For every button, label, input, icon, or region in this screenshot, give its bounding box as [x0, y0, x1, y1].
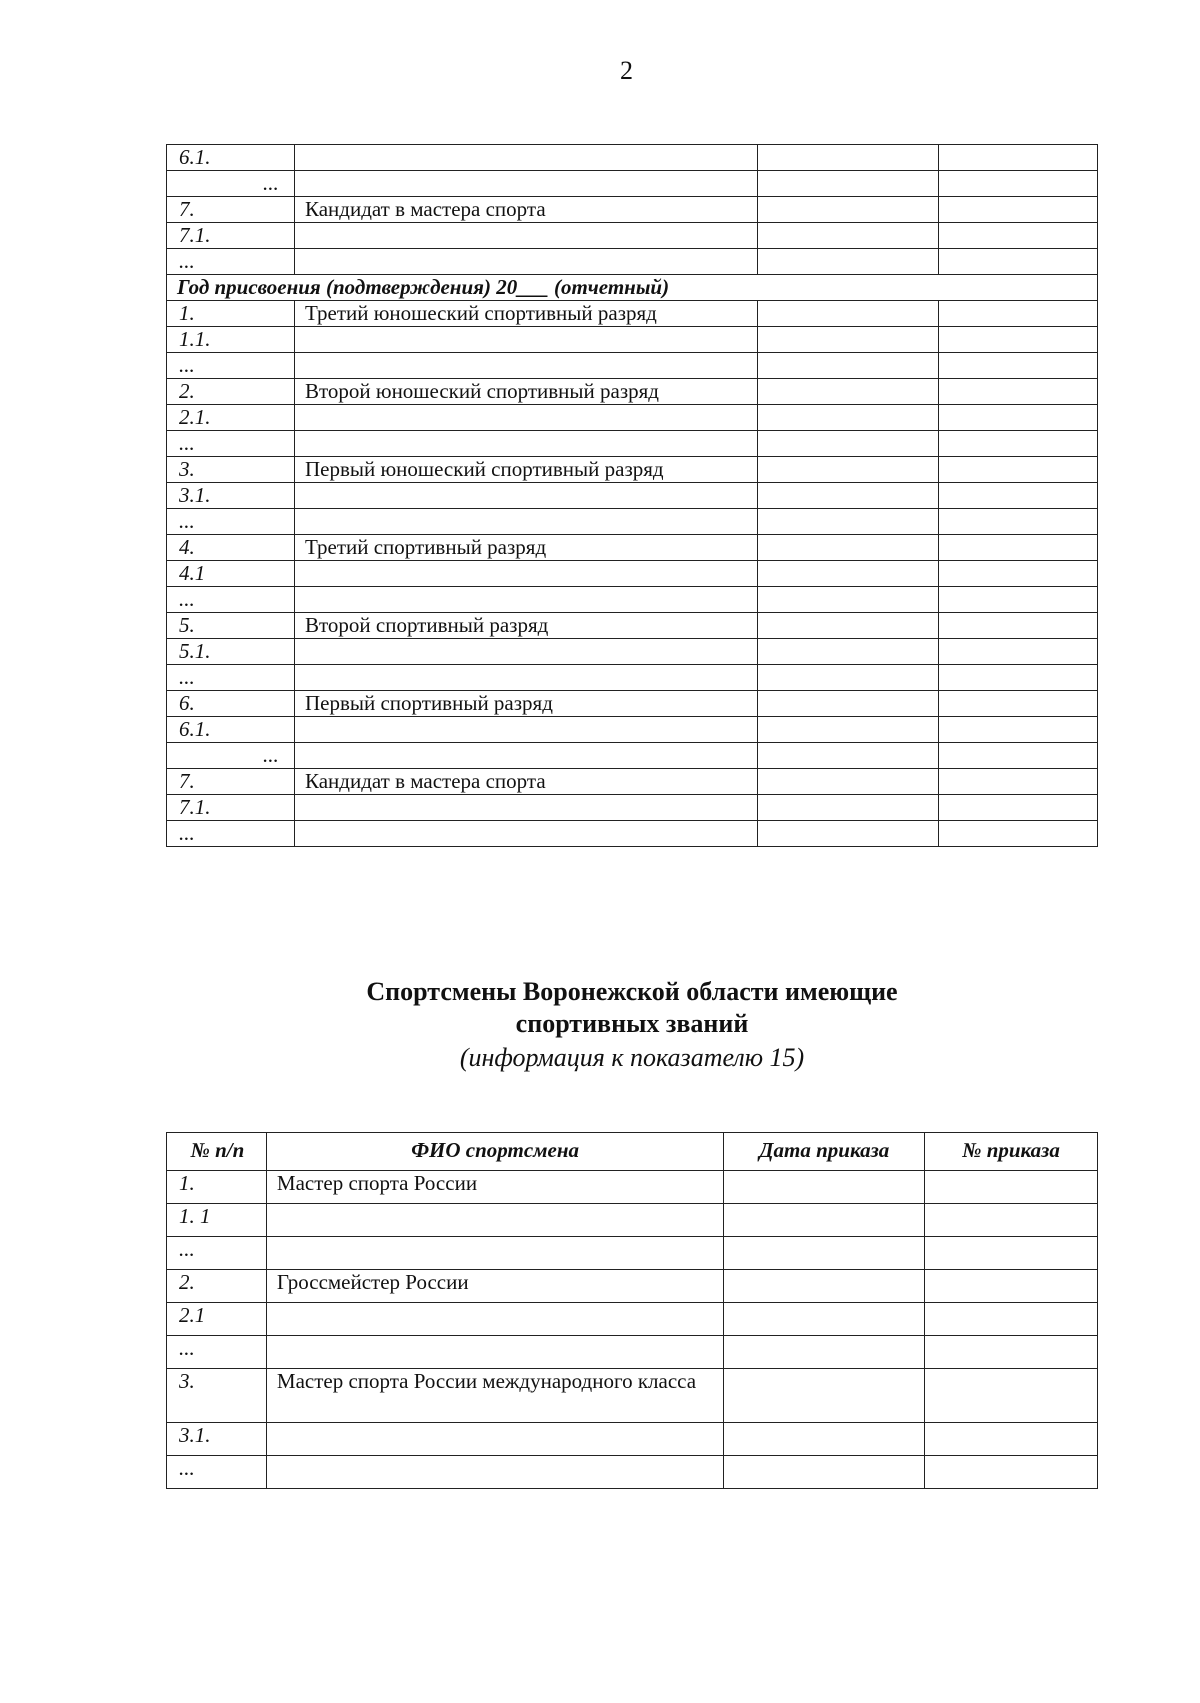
empty-cell: [758, 353, 939, 379]
table-row: [167, 1336, 1098, 1369]
empty-cell: [758, 405, 939, 431]
row-number: 6.1.: [167, 717, 295, 743]
empty-cell: [939, 613, 1098, 639]
row-name: [294, 665, 757, 691]
row-name: [294, 509, 757, 535]
row-number: ...: [167, 431, 295, 457]
empty-cell: [939, 639, 1098, 665]
row-number: ...: [167, 1237, 267, 1270]
empty-cell: [758, 145, 939, 171]
table-row: [167, 613, 1098, 639]
empty-cell: [724, 1336, 925, 1369]
row-number: ...: [167, 665, 295, 691]
empty-cell: [724, 1237, 925, 1270]
empty-cell: [939, 717, 1098, 743]
empty-cell: [758, 743, 939, 769]
row-number: 5.1.: [167, 639, 295, 665]
table-row: [167, 197, 1098, 223]
empty-cell: [758, 509, 939, 535]
row-number: ...: [167, 509, 295, 535]
empty-cell: [758, 691, 939, 717]
empty-cell: [758, 327, 939, 353]
row-number: ...: [167, 353, 295, 379]
empty-cell: [724, 1303, 925, 1336]
table-row: [167, 431, 1098, 457]
empty-cell: [939, 509, 1098, 535]
empty-cell: [925, 1237, 1098, 1270]
empty-cell: [939, 457, 1098, 483]
empty-cell: [925, 1369, 1098, 1423]
row-name: [266, 1303, 723, 1336]
row-number: 2.: [167, 379, 295, 405]
table-row: [167, 249, 1098, 275]
empty-cell: [925, 1204, 1098, 1237]
empty-cell: [758, 431, 939, 457]
row-name: [294, 327, 757, 353]
row-number: 3.1.: [167, 1423, 267, 1456]
row-number: 3.: [167, 1369, 267, 1423]
row-number: ...: [167, 1456, 267, 1489]
empty-cell: [758, 665, 939, 691]
empty-cell: [939, 743, 1098, 769]
empty-cell: [925, 1336, 1098, 1369]
empty-cell: [939, 327, 1098, 353]
row-number: 6.1.: [167, 145, 295, 171]
empty-cell: [758, 535, 939, 561]
table-row: [167, 1270, 1098, 1303]
row-name: [294, 587, 757, 613]
row-name: Гроссмейстер России: [266, 1270, 723, 1303]
empty-cell: [925, 1456, 1098, 1489]
row-number: 6.: [167, 691, 295, 717]
row-name: [294, 223, 757, 249]
empty-cell: [939, 561, 1098, 587]
empty-cell: [758, 795, 939, 821]
table-row: [167, 379, 1098, 405]
row-name: [266, 1456, 723, 1489]
empty-cell: [758, 639, 939, 665]
row-number: ...: [167, 821, 295, 847]
row-number: ...: [167, 587, 295, 613]
table-row: [167, 1303, 1098, 1336]
row-name: [294, 171, 757, 197]
row-name: Кандидат в мастера спорта: [294, 197, 757, 223]
row-name: [294, 405, 757, 431]
empty-cell: [939, 379, 1098, 405]
row-number: 2.1.: [167, 405, 295, 431]
table-row: [167, 223, 1098, 249]
empty-cell: [939, 145, 1098, 171]
row-name: [294, 483, 757, 509]
header-number: № п/п: [167, 1133, 267, 1171]
empty-cell: [939, 769, 1098, 795]
row-number: ...: [167, 743, 295, 769]
empty-cell: [939, 301, 1098, 327]
row-number: 1.: [167, 301, 295, 327]
row-number: 5.: [167, 613, 295, 639]
titles-table: [166, 1132, 1098, 1489]
table-row: [167, 171, 1098, 197]
empty-cell: [925, 1270, 1098, 1303]
section-row: [167, 275, 1098, 301]
empty-cell: [724, 1423, 925, 1456]
year-heading: Год присвоения (подтверждения) 20___ (отчетный): [167, 275, 1098, 301]
row-name: Второй юношеский спортивный разряд: [294, 379, 757, 405]
empty-cell: [758, 483, 939, 509]
row-number: 3.: [167, 457, 295, 483]
table-row: [167, 535, 1098, 561]
table-row: [167, 1369, 1098, 1423]
row-number: 2.1: [167, 1303, 267, 1336]
row-number: 7.1.: [167, 223, 295, 249]
row-number: ...: [167, 1336, 267, 1369]
empty-cell: [939, 405, 1098, 431]
empty-cell: [724, 1171, 925, 1204]
empty-cell: [758, 717, 939, 743]
header-order-date: Дата приказа: [724, 1133, 925, 1171]
empty-cell: [939, 223, 1098, 249]
row-name: [266, 1237, 723, 1270]
table-row: [167, 353, 1098, 379]
row-number: 1.1.: [167, 327, 295, 353]
empty-cell: [758, 197, 939, 223]
empty-cell: [939, 483, 1098, 509]
row-name: [294, 561, 757, 587]
row-name: Первый спортивный разряд: [294, 691, 757, 717]
empty-cell: [939, 197, 1098, 223]
table-row: [167, 717, 1098, 743]
section-title-line1: Спортсмены Воронежской области имеющие: [366, 977, 898, 1006]
row-number: 2.: [167, 1270, 267, 1303]
row-name: [294, 795, 757, 821]
empty-cell: [939, 431, 1098, 457]
row-name: [294, 249, 757, 275]
empty-cell: [758, 769, 939, 795]
row-name: [266, 1423, 723, 1456]
table-row: [167, 483, 1098, 509]
row-number: 4.1: [167, 561, 295, 587]
row-number: 1.: [167, 1171, 267, 1204]
row-number: ...: [167, 171, 295, 197]
row-name: Первый юношеский спортивный разряд: [294, 457, 757, 483]
table-row: [167, 821, 1098, 847]
table-row: [167, 1456, 1098, 1489]
row-name: [294, 639, 757, 665]
table-row: [167, 509, 1098, 535]
row-number: 4.: [167, 535, 295, 561]
row-name: [294, 353, 757, 379]
empty-cell: [939, 821, 1098, 847]
table-row: [167, 769, 1098, 795]
row-name: Третий спортивный разряд: [294, 535, 757, 561]
row-number: 7.: [167, 769, 295, 795]
page-number: 2: [620, 56, 633, 85]
row-number: 7.: [167, 197, 295, 223]
row-name: Третий юношеский спортивный разряд: [294, 301, 757, 327]
empty-cell: [758, 223, 939, 249]
empty-cell: [758, 249, 939, 275]
table-row: [167, 743, 1098, 769]
empty-cell: [939, 691, 1098, 717]
empty-cell: [758, 587, 939, 613]
table-row: [167, 1423, 1098, 1456]
empty-cell: [724, 1369, 925, 1423]
table-row: [167, 457, 1098, 483]
empty-cell: [939, 665, 1098, 691]
empty-cell: [939, 171, 1098, 197]
empty-cell: [939, 353, 1098, 379]
row-name: [294, 145, 757, 171]
empty-cell: [939, 535, 1098, 561]
table-row: [167, 301, 1098, 327]
empty-cell: [758, 561, 939, 587]
empty-cell: [758, 821, 939, 847]
empty-cell: [925, 1171, 1098, 1204]
row-number: 1. 1: [167, 1204, 267, 1237]
table-row: [167, 691, 1098, 717]
table-row: [167, 1171, 1098, 1204]
empty-cell: [724, 1456, 925, 1489]
ranks-table: [166, 144, 1098, 847]
row-number: 3.1.: [167, 483, 295, 509]
row-name: Мастер спорта России международного класса: [266, 1369, 723, 1423]
row-name: [294, 821, 757, 847]
section-title-line2: спортивных званий: [515, 1009, 749, 1038]
table-row: [167, 587, 1098, 613]
empty-cell: [939, 249, 1098, 275]
row-name: Кандидат в мастера спорта: [294, 769, 757, 795]
table-row: [167, 145, 1098, 171]
row-name: [266, 1204, 723, 1237]
empty-cell: [925, 1423, 1098, 1456]
empty-cell: [758, 379, 939, 405]
row-name: [294, 743, 757, 769]
row-name: [294, 431, 757, 457]
table-row: [167, 795, 1098, 821]
table-row: [167, 1204, 1098, 1237]
empty-cell: [939, 795, 1098, 821]
table-row: [167, 665, 1098, 691]
empty-cell: [758, 171, 939, 197]
table-row: [167, 405, 1098, 431]
empty-cell: [724, 1270, 925, 1303]
row-number: ...: [167, 249, 295, 275]
empty-cell: [758, 613, 939, 639]
table-row: [167, 1237, 1098, 1270]
table-row: [167, 639, 1098, 665]
row-name: Второй спортивный разряд: [294, 613, 757, 639]
empty-cell: [758, 301, 939, 327]
row-name: Мастер спорта России: [266, 1171, 723, 1204]
row-name: [294, 717, 757, 743]
empty-cell: [758, 457, 939, 483]
row-number: 7.1.: [167, 795, 295, 821]
header-athlete-name: ФИО спортсмена: [266, 1133, 723, 1171]
row-name: [266, 1336, 723, 1369]
empty-cell: [939, 587, 1098, 613]
table-row: [167, 561, 1098, 587]
header-order-number: № приказа: [925, 1133, 1098, 1171]
table-row: [167, 327, 1098, 353]
empty-cell: [925, 1303, 1098, 1336]
empty-cell: [724, 1204, 925, 1237]
table-header-row: [167, 1133, 1098, 1171]
section-subtitle: (информация к показателю 15): [459, 1043, 805, 1072]
